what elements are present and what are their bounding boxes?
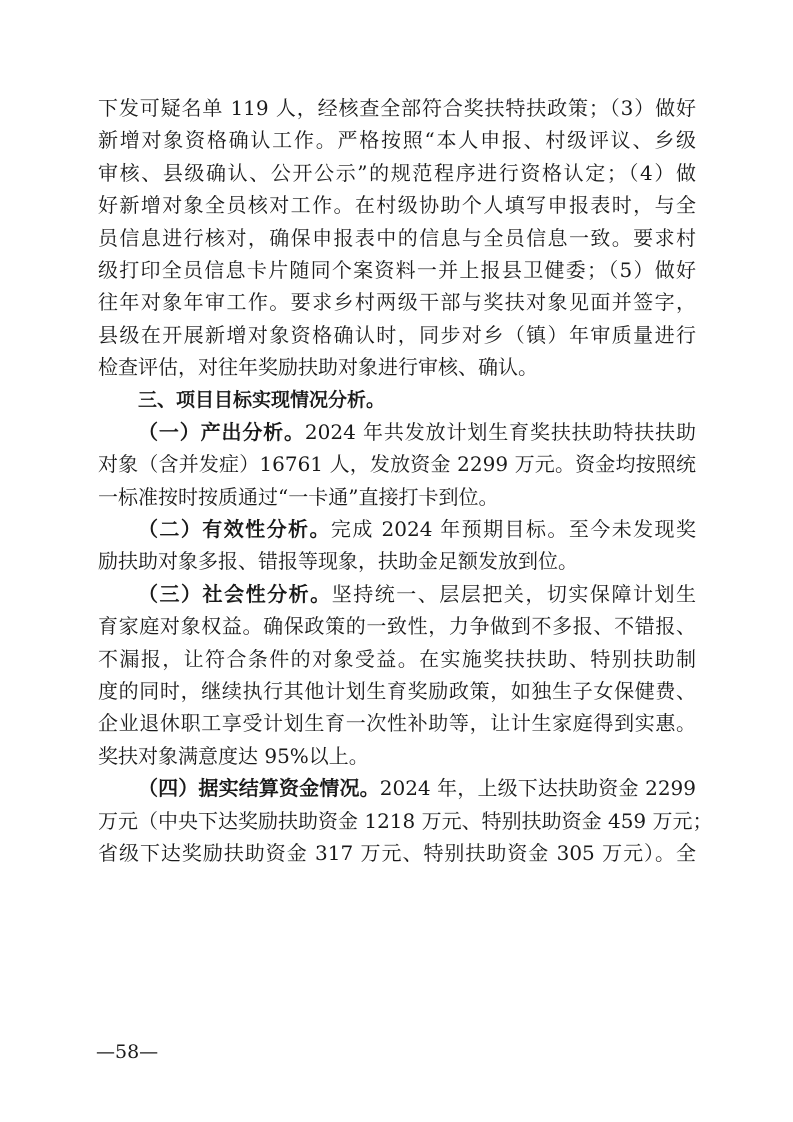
paragraph-output-label: （一）产出分析。 <box>138 419 305 444</box>
paragraph-effectiveness-text: 完成 2024 年预期目标。至今未发现奖 <box>330 517 696 542</box>
paragraph-settlement-first-line <box>98 772 696 804</box>
paragraph-social-first-line <box>98 578 696 610</box>
text-line: 审核、县级确认、公开公示”的规范程序进行资格认定；（4）做 <box>98 160 696 185</box>
text-line: 一标准按时按质通过“一卡通”直接打卡到位。 <box>98 484 499 509</box>
text-line: 奖扶对象满意度达 95%以上。 <box>98 743 369 768</box>
text-line: 不漏报，让符合条件的对象受益。在实施奖扶扶助、特别扶助制 <box>98 646 696 671</box>
paragraph-effectiveness-label: （二）有效性分析。 <box>138 517 331 542</box>
text-line: 员信息进行核对，确保申报表中的信息与全员信息一致。要求村 <box>98 225 696 250</box>
text-line: 对象（含并发症）16761 人，发放资金 2299 万元。资金均按照统 <box>98 452 696 477</box>
text-line: 级打印全员信息卡片随同个案资料一并上报县卫健委；（5）做好 <box>98 257 696 282</box>
text-line: 县级在开展新增对象资格确认时，同步对乡（镇）年审质量进行 <box>98 322 696 347</box>
text-line: 往年对象年审工作。要求乡村两级干部与奖扶对象见面并签字， <box>98 290 696 315</box>
text-line: 企业退休职工享受计划生育一次性补助等，让计生家庭得到实惠。 <box>98 711 696 736</box>
text-line: 度的同时，继续执行其他计划生育奖励政策，如独生子女保健费、 <box>98 679 696 704</box>
section-heading: 三、项目目标实现情况分析。 <box>138 388 386 411</box>
page-number: —58— <box>96 1041 159 1063</box>
paragraph-output-first-line <box>98 416 696 448</box>
paragraph-social-label: （三）社会性分析。 <box>138 581 332 606</box>
text-line: 下发可疑名单 119 人，经核查全部符合奖扶特扶政策；（3）做好 <box>98 96 696 120</box>
paragraph-settlement-text: 2024 年，上级下达扶助资金 2299 <box>379 776 697 801</box>
text-line: 省级下达奖励扶助资金 317 万元、特别扶助资金 305 万元）。全 <box>98 840 696 865</box>
body-text <box>98 92 713 869</box>
text-line: 育家庭对象权益。确保政策的一致性，力争做到不多报、不错报、 <box>98 614 696 639</box>
paragraph-effectiveness-first-line <box>98 513 696 545</box>
text-line: 检查评估，对往年奖励扶助对象进行审核、确认。 <box>98 355 538 380</box>
text-line: 万元（中央下达奖励扶助资金 1218 万元、特别扶助资金 459 万元； <box>98 808 713 833</box>
text-line: 励扶助对象多报、错报等现象，扶助金足额发放到位。 <box>98 549 578 574</box>
text-line: 好新增对象全员核对工作。在村级协助个人填写申报表时，与全 <box>98 193 696 218</box>
text-line: 新增对象资格确认工作。严格按照“本人申报、村级评议、乡级 <box>98 128 696 153</box>
paragraph-settlement-label: （四）据实结算资金情况。 <box>138 776 380 801</box>
paragraph-social-text: 坚持统一、层层把关，切实保障计划生 <box>331 581 697 606</box>
paragraph-output-text: 2024 年共发放计划生育奖扶扶助特扶扶助 <box>304 419 697 444</box>
